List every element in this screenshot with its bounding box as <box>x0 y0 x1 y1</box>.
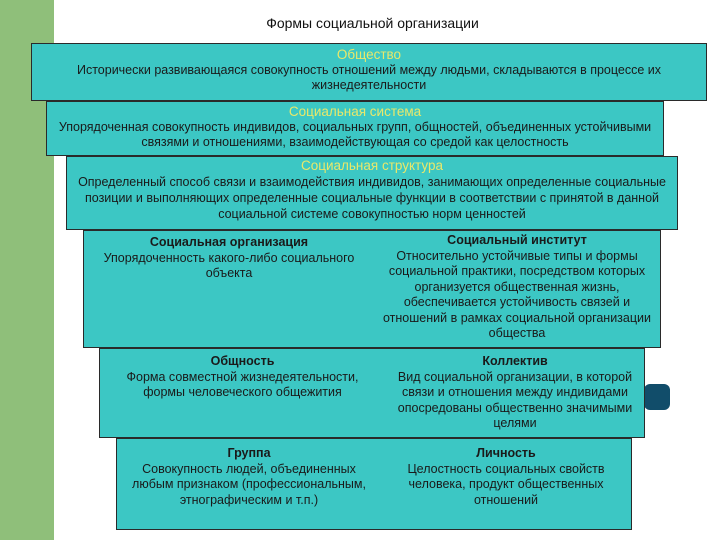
level-heading: Социальная структура <box>300 158 444 173</box>
slide-title: Формы социальной организации <box>266 15 479 31</box>
cell-text: Целостность социальных свойств человека, продукт общественных отношений <box>407 461 605 507</box>
level-heading: Общество <box>336 47 402 62</box>
cell-personality <box>381 446 631 508</box>
level-heading: Социальная система <box>288 104 422 119</box>
cell-community <box>100 354 385 401</box>
pair-community-collective <box>99 348 645 438</box>
cell-social-institution <box>374 233 660 342</box>
cell-title: Группа <box>227 446 271 460</box>
level-social-structure <box>66 156 678 230</box>
cell-text: Форма совместной жизнедеятельности, формы человеческого общежития <box>126 369 359 399</box>
level-text: Упорядоченная совокупность индивидов, социальных групп, общностей, объединенных устойчивыми связями и отношениями, взаимодействующая со средой как целостность <box>58 120 652 149</box>
decor-tab <box>644 384 670 410</box>
level-text: Определенный способ связи и взаимодействия индивидов, занимающих определенные социальные позиции и выполняющих определенные социальные функции в соответствии с принятой в данной социальной системе совокупностью норм ценностей <box>78 175 666 221</box>
cell-text: Совокупность людей, объединенных любым признаком (профессиональным, этнографическим и т.п.) <box>132 461 366 507</box>
level-text: Исторически развивающаяся совокупность отношений между людьми, складываются в процессе их жизнедеятельности <box>76 63 662 92</box>
cell-title: Социальный институт <box>447 233 587 247</box>
cell-title: Социальная организация <box>149 235 309 249</box>
cell-text: Относительно устойчивые типы и формы социальной практики, посредством которых организуется общественная жизнь, обеспечивается устойчивость связей и отношений в рамках социальной организации общества <box>383 248 651 340</box>
cell-text: Упорядоченность какого-либо социального объекта <box>103 250 355 280</box>
pair-organization-institution <box>83 230 661 348</box>
cell-title: Личность <box>476 446 536 460</box>
level-social-system <box>46 101 664 156</box>
cell-title: Общность <box>210 354 275 368</box>
pair-group-personality <box>116 438 632 530</box>
cell-social-organization <box>84 235 374 282</box>
level-society <box>31 43 707 101</box>
cell-collective <box>385 354 645 432</box>
cell-text: Вид социальной организации, в которой связи и отношения между индивидами опосредованы общественно значимыми целями <box>397 369 633 430</box>
cell-title: Коллектив <box>482 354 548 368</box>
cell-group <box>117 446 381 508</box>
